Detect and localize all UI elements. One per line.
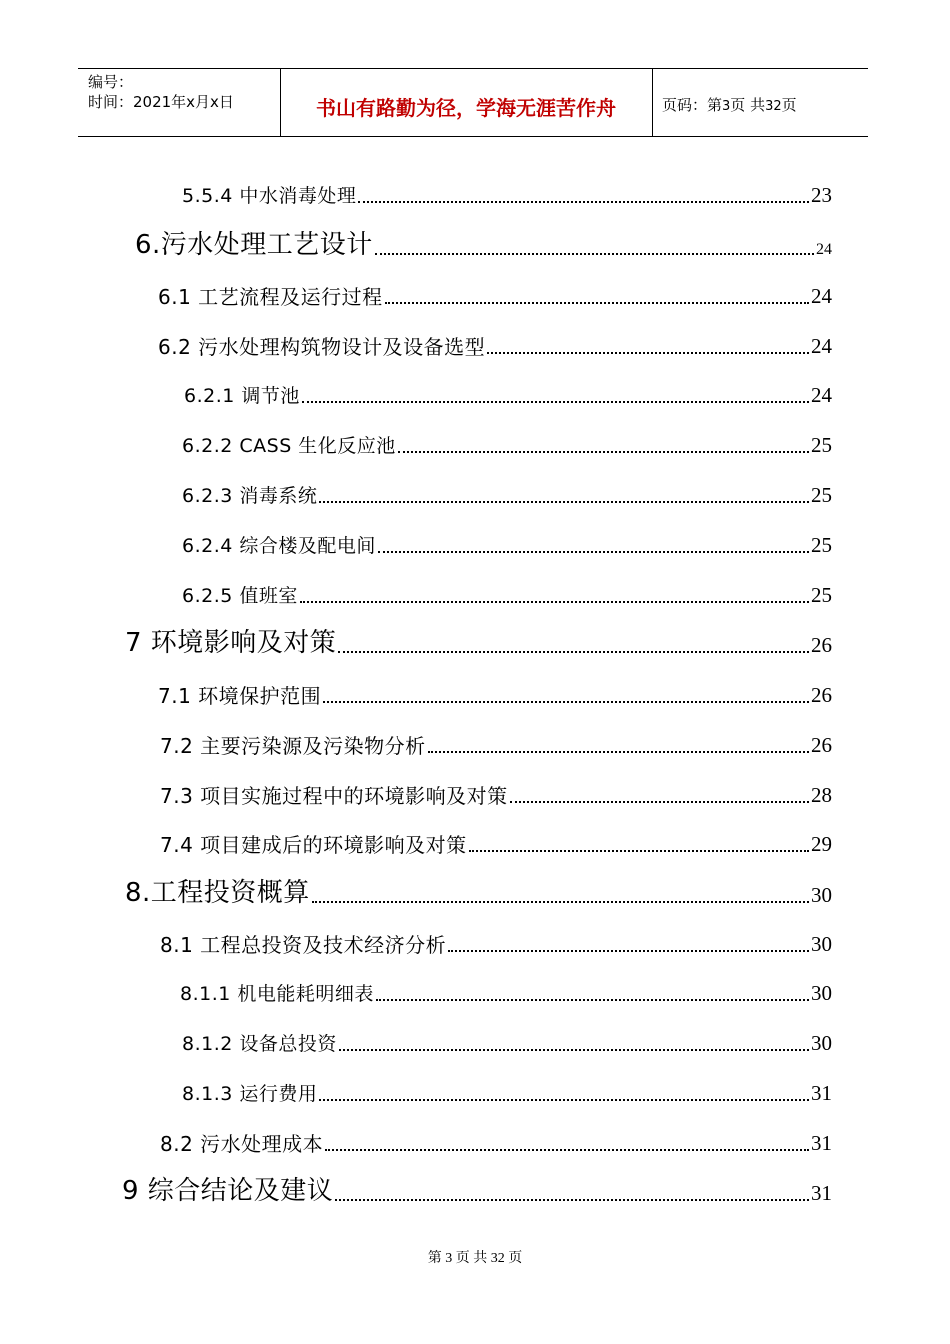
page-total: 32 — [765, 99, 782, 114]
toc-entry[interactable] — [0, 626, 832, 656]
toc-entry-title: 6.污水处理工艺设计 — [135, 230, 373, 260]
toc-entry[interactable] — [0, 1124, 832, 1154]
toc-entry-page: 28 — [811, 783, 832, 807]
toc-entry[interactable] — [0, 1074, 832, 1104]
toc-entry-title: 7.4 项目建成后的环境影响及对策 — [160, 833, 467, 857]
toc-leader — [338, 651, 809, 653]
page-mid: 页 共 — [730, 96, 766, 114]
toc-entry-title: 5.5.4 中水消毒处理 — [182, 185, 357, 207]
toc-leader — [319, 1099, 809, 1101]
toc-entry-page: 30 — [811, 981, 832, 1005]
toc-leader — [339, 1049, 809, 1051]
toc-entry-page: 25 — [811, 583, 832, 607]
page-suffix: 页 — [781, 96, 797, 114]
toc-leader — [378, 551, 809, 553]
toc-entry-title: 6.2 污水处理构筑物设计及设备选型 — [158, 335, 486, 359]
page-footer: 第 3 页 共 32 页 — [427, 1251, 523, 1266]
document-number-label: 编号： — [88, 73, 134, 91]
toc-entry[interactable] — [0, 426, 832, 456]
toc-entry-page: 25 — [811, 533, 832, 557]
toc-leader — [469, 850, 809, 852]
page-header — [78, 68, 868, 137]
toc-leader — [448, 950, 809, 952]
toc-entry-page: 29 — [811, 832, 832, 856]
toc-leader — [302, 401, 809, 403]
toc-entry[interactable] — [0, 228, 832, 258]
toc-entry-title: 6.2.3 消毒系统 — [182, 485, 318, 507]
toc-leader — [375, 253, 814, 255]
toc-entry-title: 7 环境影响及对策 — [125, 628, 337, 658]
toc-entry[interactable] — [0, 925, 832, 955]
toc-entry[interactable] — [0, 576, 832, 606]
header-page-info — [662, 94, 797, 115]
toc-entry[interactable] — [0, 277, 832, 307]
toc-entry[interactable] — [0, 726, 832, 756]
toc-entry-page: 25 — [811, 483, 832, 507]
toc-entry-title: 6.2.2 CASS 生化反应池 — [182, 435, 396, 457]
toc-entry-page: 30 — [811, 883, 832, 907]
toc-entry[interactable] — [0, 476, 832, 506]
toc-leader — [510, 801, 809, 803]
toc-leader — [319, 501, 809, 503]
toc-entry-title: 6.2.4 综合楼及配电间 — [182, 535, 376, 557]
document-date: 时间：2021年x月x日 — [88, 93, 234, 111]
toc-entry[interactable] — [0, 176, 832, 206]
toc-leader — [335, 1199, 809, 1201]
toc-entry[interactable] — [0, 974, 832, 1004]
header-page-cell — [652, 69, 868, 136]
toc-entry-title: 8.1.1 机电能耗明细表 — [180, 983, 374, 1005]
toc-entry-title: 6.1 工艺流程及运行过程 — [158, 285, 383, 309]
header-motto-cell — [280, 69, 653, 136]
toc-leader — [312, 901, 809, 903]
toc-leader — [428, 751, 809, 753]
toc-entry-page: 31 — [811, 1081, 832, 1105]
toc-leader — [398, 451, 809, 453]
toc-entry-page: 30 — [811, 932, 832, 956]
toc-entry-title: 6.2.5 值班室 — [182, 585, 298, 607]
toc-entry-page: 24 — [811, 334, 832, 358]
header-info-cell — [78, 69, 281, 136]
toc-leader — [325, 1149, 809, 1151]
toc-entry-page: 31 — [811, 1131, 832, 1155]
toc-leader — [300, 601, 809, 603]
toc-entry-page: 24 — [811, 383, 832, 407]
toc-entry[interactable] — [0, 776, 832, 806]
toc-entry-page: 24 — [811, 284, 832, 308]
toc-leader — [323, 701, 809, 703]
toc-leader — [385, 302, 809, 304]
toc-entry-page: 30 — [811, 1031, 832, 1055]
toc-leader — [376, 999, 809, 1001]
toc-entry-title: 8.1 工程总投资及技术经济分析 — [160, 933, 447, 957]
toc-entry-title: 7.2 主要污染源及污染物分析 — [160, 734, 426, 758]
toc-entry-page: 24 — [816, 241, 832, 258]
toc-entry[interactable] — [0, 376, 832, 406]
toc-entry-title: 8.工程投资概算 — [125, 878, 310, 908]
toc-entry[interactable] — [0, 327, 832, 357]
toc-entry-page: 26 — [811, 683, 832, 707]
toc-entry-title: 7.1 环境保护范围 — [158, 684, 322, 708]
toc-entry[interactable] — [0, 825, 832, 855]
toc-entry[interactable] — [0, 1024, 832, 1054]
toc-entry-page: 31 — [811, 1181, 832, 1205]
toc-leader — [487, 352, 809, 354]
toc-entry[interactable] — [0, 1174, 832, 1204]
toc-entry-page: 25 — [811, 433, 832, 457]
toc-entry-title: 8.1.2 设备总投资 — [182, 1033, 337, 1055]
toc-entry[interactable] — [0, 676, 832, 706]
toc-entry-title: 9 综合结论及建议 — [122, 1176, 334, 1206]
toc-leader — [358, 201, 809, 203]
toc-entry-title: 7.3 项目实施过程中的环境影响及对策 — [160, 784, 508, 808]
toc-entry-title: 8.1.3 运行费用 — [182, 1083, 318, 1105]
toc-entry[interactable] — [0, 526, 832, 556]
page-current: 3 — [722, 99, 731, 114]
toc-entry-page: 26 — [811, 733, 832, 757]
toc-entry-title: 6.2.1 调节池 — [184, 385, 300, 407]
toc-entry-page: 23 — [811, 183, 832, 207]
toc-entry-title: 8.2 污水处理成本 — [160, 1132, 324, 1156]
header-motto: 书山有路勤为径，学海无涯苦作舟 — [316, 96, 616, 120]
toc-entry-page: 26 — [811, 633, 832, 657]
page-prefix: 页码：第 — [662, 96, 723, 114]
toc-entry[interactable] — [0, 876, 832, 906]
